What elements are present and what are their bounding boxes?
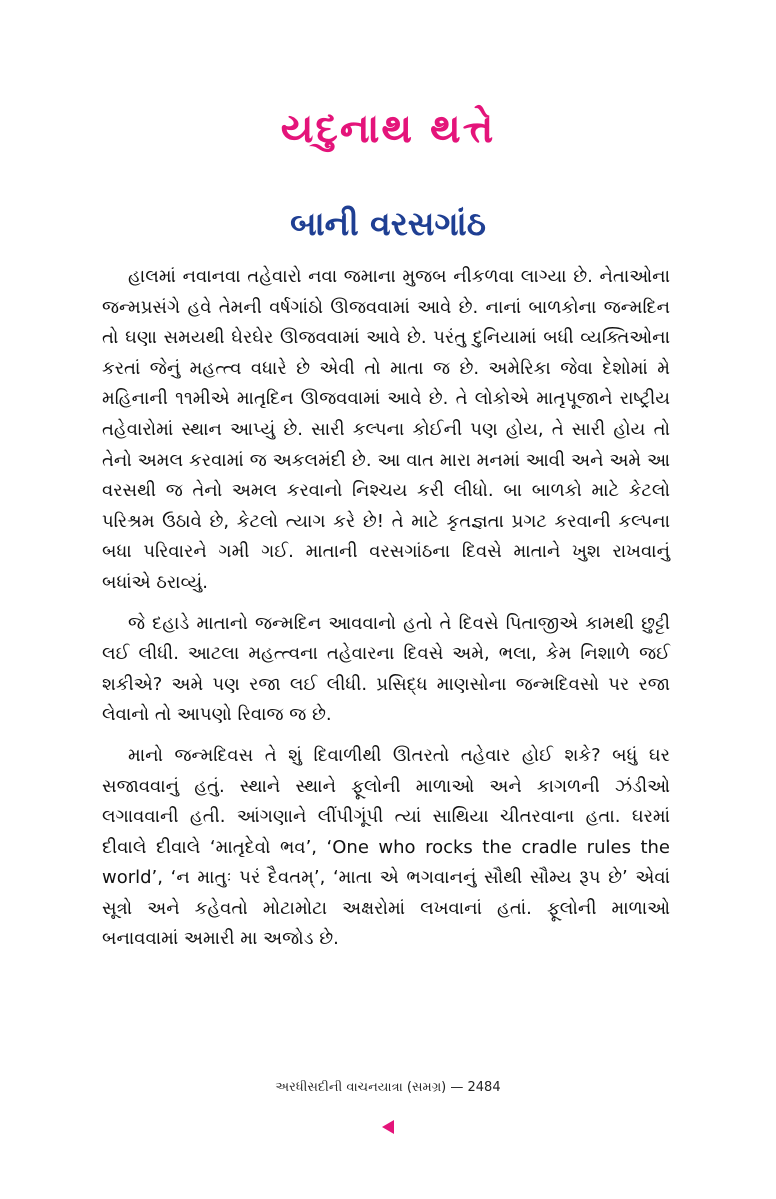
author-name: યદુનાથ થત્તે (280, 106, 496, 152)
article-title: બાની વરસગાંઠ (290, 204, 486, 243)
paragraph: માનો જન્મદિવસ તે શું દિવાળીથી ઊતરતો તહેવાર હોઈ શકે? બધું ઘર સજાવવાનું હતું. સ્થાને સ્થાને ફૂલોની માળાઓ અને કાગળની ઝંડીઓ લગાવવાની હતી. આંગણાને લીંપીગૂંપી ત્યાં સાથિયા ચીતરવાના હતા. ઘરમાં દીવાલે દીવાલે ‘માતૃદેવો ભવ’, ‘One who rocks the cradle rules the world’, ‘ન માતુઃ પરં દૈવતમ્’, ‘માતા એ ભગવાનનું સૌથી સૌમ્ય રૂપ છે’ એવાં સૂત્રો અને કહેવતો મોટામોટા અક્ષરોમાં લખવાનાં હતાં. ફૂલોની માળાઓ બનાવવામાં અમારી મા અજોડ છે. (102, 744, 670, 950)
paragraph: હાલમાં નવાનવા તહેવારો નવા જમાના મુજબ નીકળવા લાગ્યા છે. નેતાઓના જન્મપ્રસંગે હવે તેમની વર્ષગાંઠો ઊજવવામાં આવે છે. નાનાં બાળકોના જન્મદિન તો ઘણા સમયથી ઘેરઘેર ઊજવવામાં આવે છે. પરંતુ દુનિયામાં બધી વ્યક્તિઓના કરતાં જેનું મહત્ત્વ વધારે છે એવી તો માતા જ છે. અમેરિકા જેવા દેશોમાં મે મહિનાની ૧૧મીએ માતૃદિન ઊજવવામાં આવે છે. તે લોકોએ માતૃપૂજાને રાષ્ટ્રીય તહેવારોમાં સ્થાન આપ્યું છે. સારી કલ્પના કોઈની પણ હોય, તે સારી હોય તો તેનો અમલ કરવામાં જ અકલમંદી છે. આ વાત મારા મનમાં આવી અને અમે આ વરસથી જ તેનો અમલ કરવાનો નિશ્ચય કરી લીધો. બા બાળકો માટે કેટલો પરિશ્રમ ઉઠાવે છે, કેટલો ત્યાગ કરે છે! તે માટે કૃતજ્ઞતા પ્રગટ કરવાની કલ્પના બધા પરિવારને ગમી ગઈ. માતાની વરસગાંઠના દિવસે માતાને ખુશ રાખવાનું બધાંએ ઠરાવ્યું. (102, 266, 670, 593)
article-body (102, 262, 670, 965)
previous-page-icon[interactable] (382, 1120, 394, 1134)
page-footer: અરધીસદીની વાચનયાત્રા (સમગ્ર) — 2484 (275, 1080, 501, 1095)
paragraph: જે દહાડે માતાનો જન્મદિન આવવાનો હતો તે દિવસે પિતાજીએ કામથી છુટ્ટી લઈ લીધી. આટલા મહત્ત્વના તહેવારના દિવસે અમે, ભલા, કેમ નિશાળે જઈ શકીએ? અમે પણ રજા લઈ લીધી. પ્રસિદ્ધ માણસોના જન્મદિવસો પર રજા લેવાનો તો આપણો રિવાજ જ છે. (102, 612, 670, 726)
